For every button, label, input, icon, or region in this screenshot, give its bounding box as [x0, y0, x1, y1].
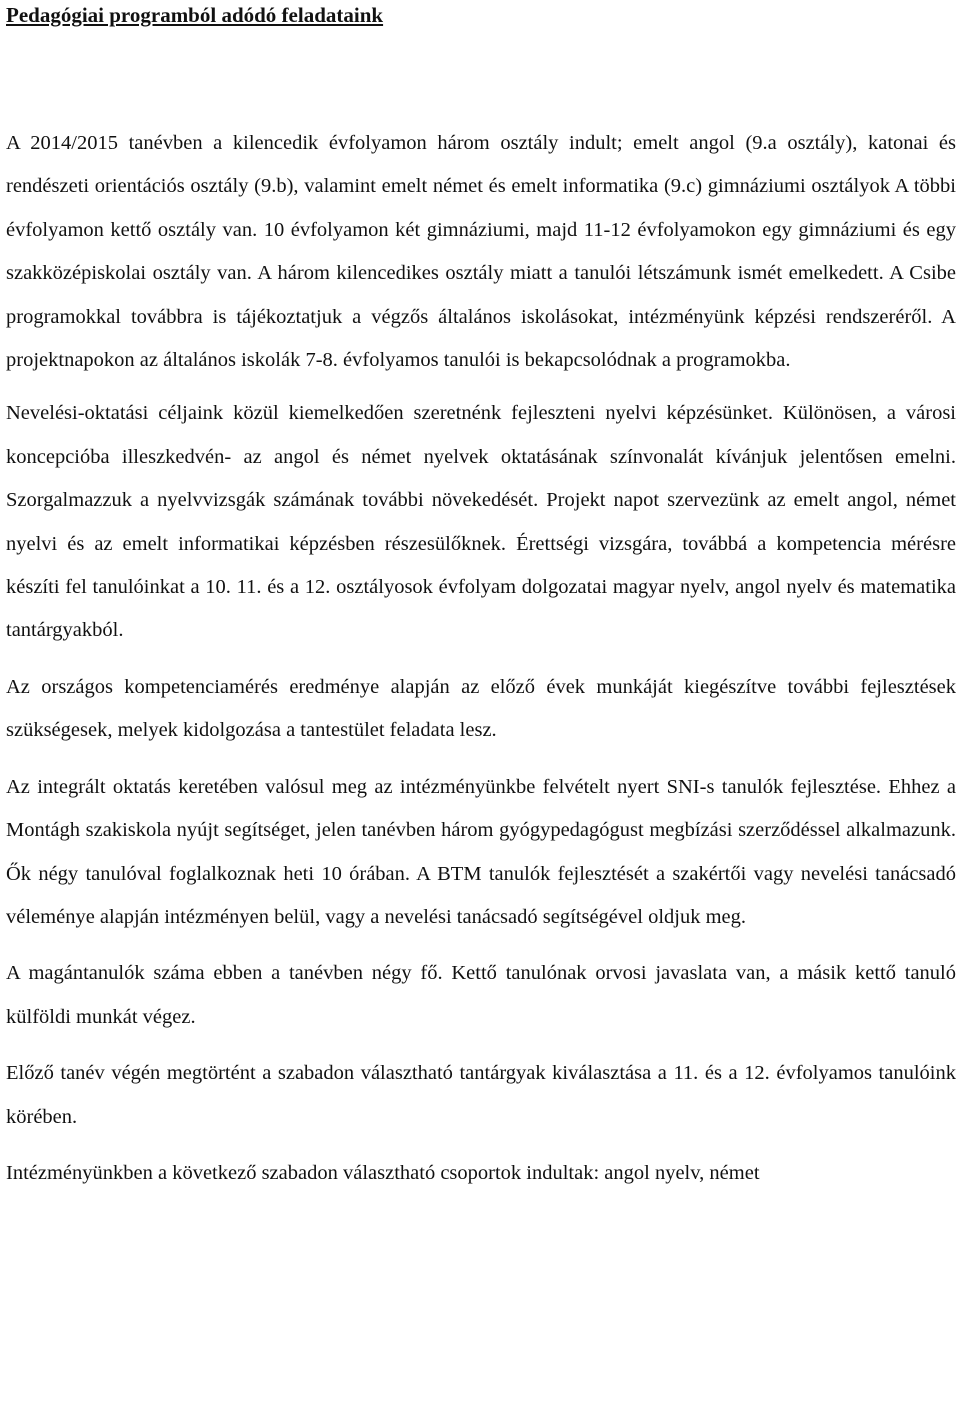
paragraph-private-students: A magántanulók száma ebben a tanévben négy fő. Kettő tanulónak orvosi javaslata van, a másik kettő tanuló külföldi munkát végez. — [6, 962, 956, 1028]
paragraph-class-structure: A 2014/2015 tanévben a kilencedik évfolyamon három osztály indult; emelt angol (9.a osztály), katonai és rendészeti orientációs osztály (9.b), valamint emelt német és emelt informatika (9.c) gimnáziumi osztályok A többi évfolyamon kettő osztály van. 10 évfolyamon két gimnáziumi, majd 11-12 évfolyamokon egy gimnáziumi és egy szakközépiskolai osztály van. A három kilencedikes osztály miatt a tanulói létszámunk ismét emelkedett. A Csibe programokkal továbbra is tájékoztatjuk a végzős általános iskolásokat, intézményünk képzési rendszeréről. A projektnapokon az általános iskolák 7-8. évfolyamos tanulói is bekapcsolódnak a programokba. — [6, 132, 956, 372]
section-heading: Pedagógiai programból adódó feladataink — [6, 3, 384, 27]
paragraph-elective-groups: Intézményünkben a következő szabadon választható csoportok indultak: angol nyelv, német — [6, 1161, 760, 1184]
paragraph-competency-assessment: Az országos kompetenciamérés eredménye alapján az előző évek munkáját kiegészítve további fejlesztések szükségesek, melyek kidolgozása a tantestület feladata lesz. — [6, 675, 956, 742]
document-page — [6, 0, 956, 1195]
paragraph-language-goals: Nevelési-oktatási céljaink közül kiemelkedően szeretnénk fejleszteni nyelvi képzésünket. Különösen, a városi koncepcióba illeszkedvén- az angol és német nyelvek oktatásának színvonalát kívánjuk jelentősen emelni. Szorgalmazzuk a nyelvvizsgák számának további növekedését. Projekt napot szervezünk az emelt angol, német nyelvi és az emelt informatikai képzésben részesülőknek. Érettségi vizsgára, továbbá a kompetencia mérésre készíti fel tanulóinkat a 10. 11. és a 12. osztályosok évfolyam dolgozatai magyar nyelv, angol nyelv és matematika tantárgyakból. — [6, 402, 956, 642]
paragraph-integrated-education: Az integrált oktatás keretében valósul meg az intézményünkbe felvételt nyert SNI-s tanulók fejlesztése. Ehhez a Montágh szakiskola nyújt segítséget, jelen tanévben három gyógypedagógust megbízási szerződéssel alkalmazunk. Ők négy tanulóval foglalkoznak heti 10 órában. A BTM tanulók fejlesztését a szakértői vagy nevelési tanácsadó véleménye alapján intézményen belül, vagy a nevelési tanácsadó segítségével oldjuk meg. — [6, 775, 956, 928]
paragraph-elective-subjects: Előző tanév végén megtörtént a szabadon választható tantárgyak kiválasztása a 11. és a 12. évfolyamos tanulóink körében. — [6, 1062, 956, 1128]
